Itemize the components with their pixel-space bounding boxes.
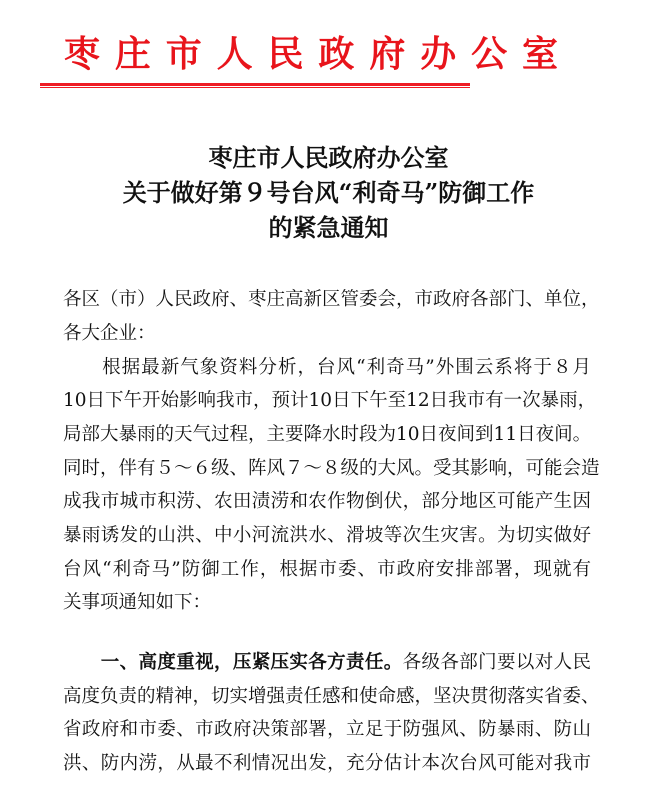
body-line: 10日下午开始影响我市，预计10日下午至12日我市有一次暴雨， [63,390,597,411]
section-1-heading: 一、高度重视，压紧压实各方责任。 [63,652,403,673]
body-line: 局部大暴雨的天气过程，主要降水时段为10日夜间到11日夜间。 [63,424,592,445]
body-line: 台风“利奇马”防御工作，根据市委、市政府安排部署，现就有 [63,559,591,580]
section-1-text: 各级各部门要以对人民 [402,652,591,673]
body-line: 各区（市）人民政府、枣庄高新区管委会，市政府各部门、单位， [63,289,600,310]
document-title-line-1: 枣庄市人民政府办公室 [208,143,449,172]
header-red-rule-thin [40,87,470,88]
body-line: 省政府和市委、市政府决策部署，立足于防强风、防暴雨、防山 [63,719,591,740]
body-line: 成我市城市积涝、农田渍涝和农作物倒伏，部分地区可能产生因 [63,491,591,512]
section-1-first-line [63,650,591,676]
header-red-rule [40,83,470,86]
document-title-line-2: 关于做好第９号台风“利奇马”防御工作 [122,178,535,207]
issuing-office-header: 枣庄市人民政府办公室 [64,33,558,75]
body-line: 同时，伴有５～６级、阵风７～８级的大风。受其影响，可能会造 [63,458,600,479]
body-line: 各大企业： [63,323,156,344]
body-line: 根据最新气象资料分析，台风“利奇马”外围云系将于８月 [63,357,591,378]
body-line: 暴雨诱发的山洪、中小河流洪水、滑坡等次生灾害。为切实做好 [63,525,591,546]
body-line: 洪、防内涝，从最不利情况出发，充分估计本次台风可能对我市 [63,753,591,774]
document-title-line-3: 的紧急通知 [268,213,389,242]
body-line: 关事项通知如下： [63,592,212,613]
body-line: 高度负责的精神，切实增强责任感和使命感，坚决贯彻落实省委、 [63,686,600,707]
